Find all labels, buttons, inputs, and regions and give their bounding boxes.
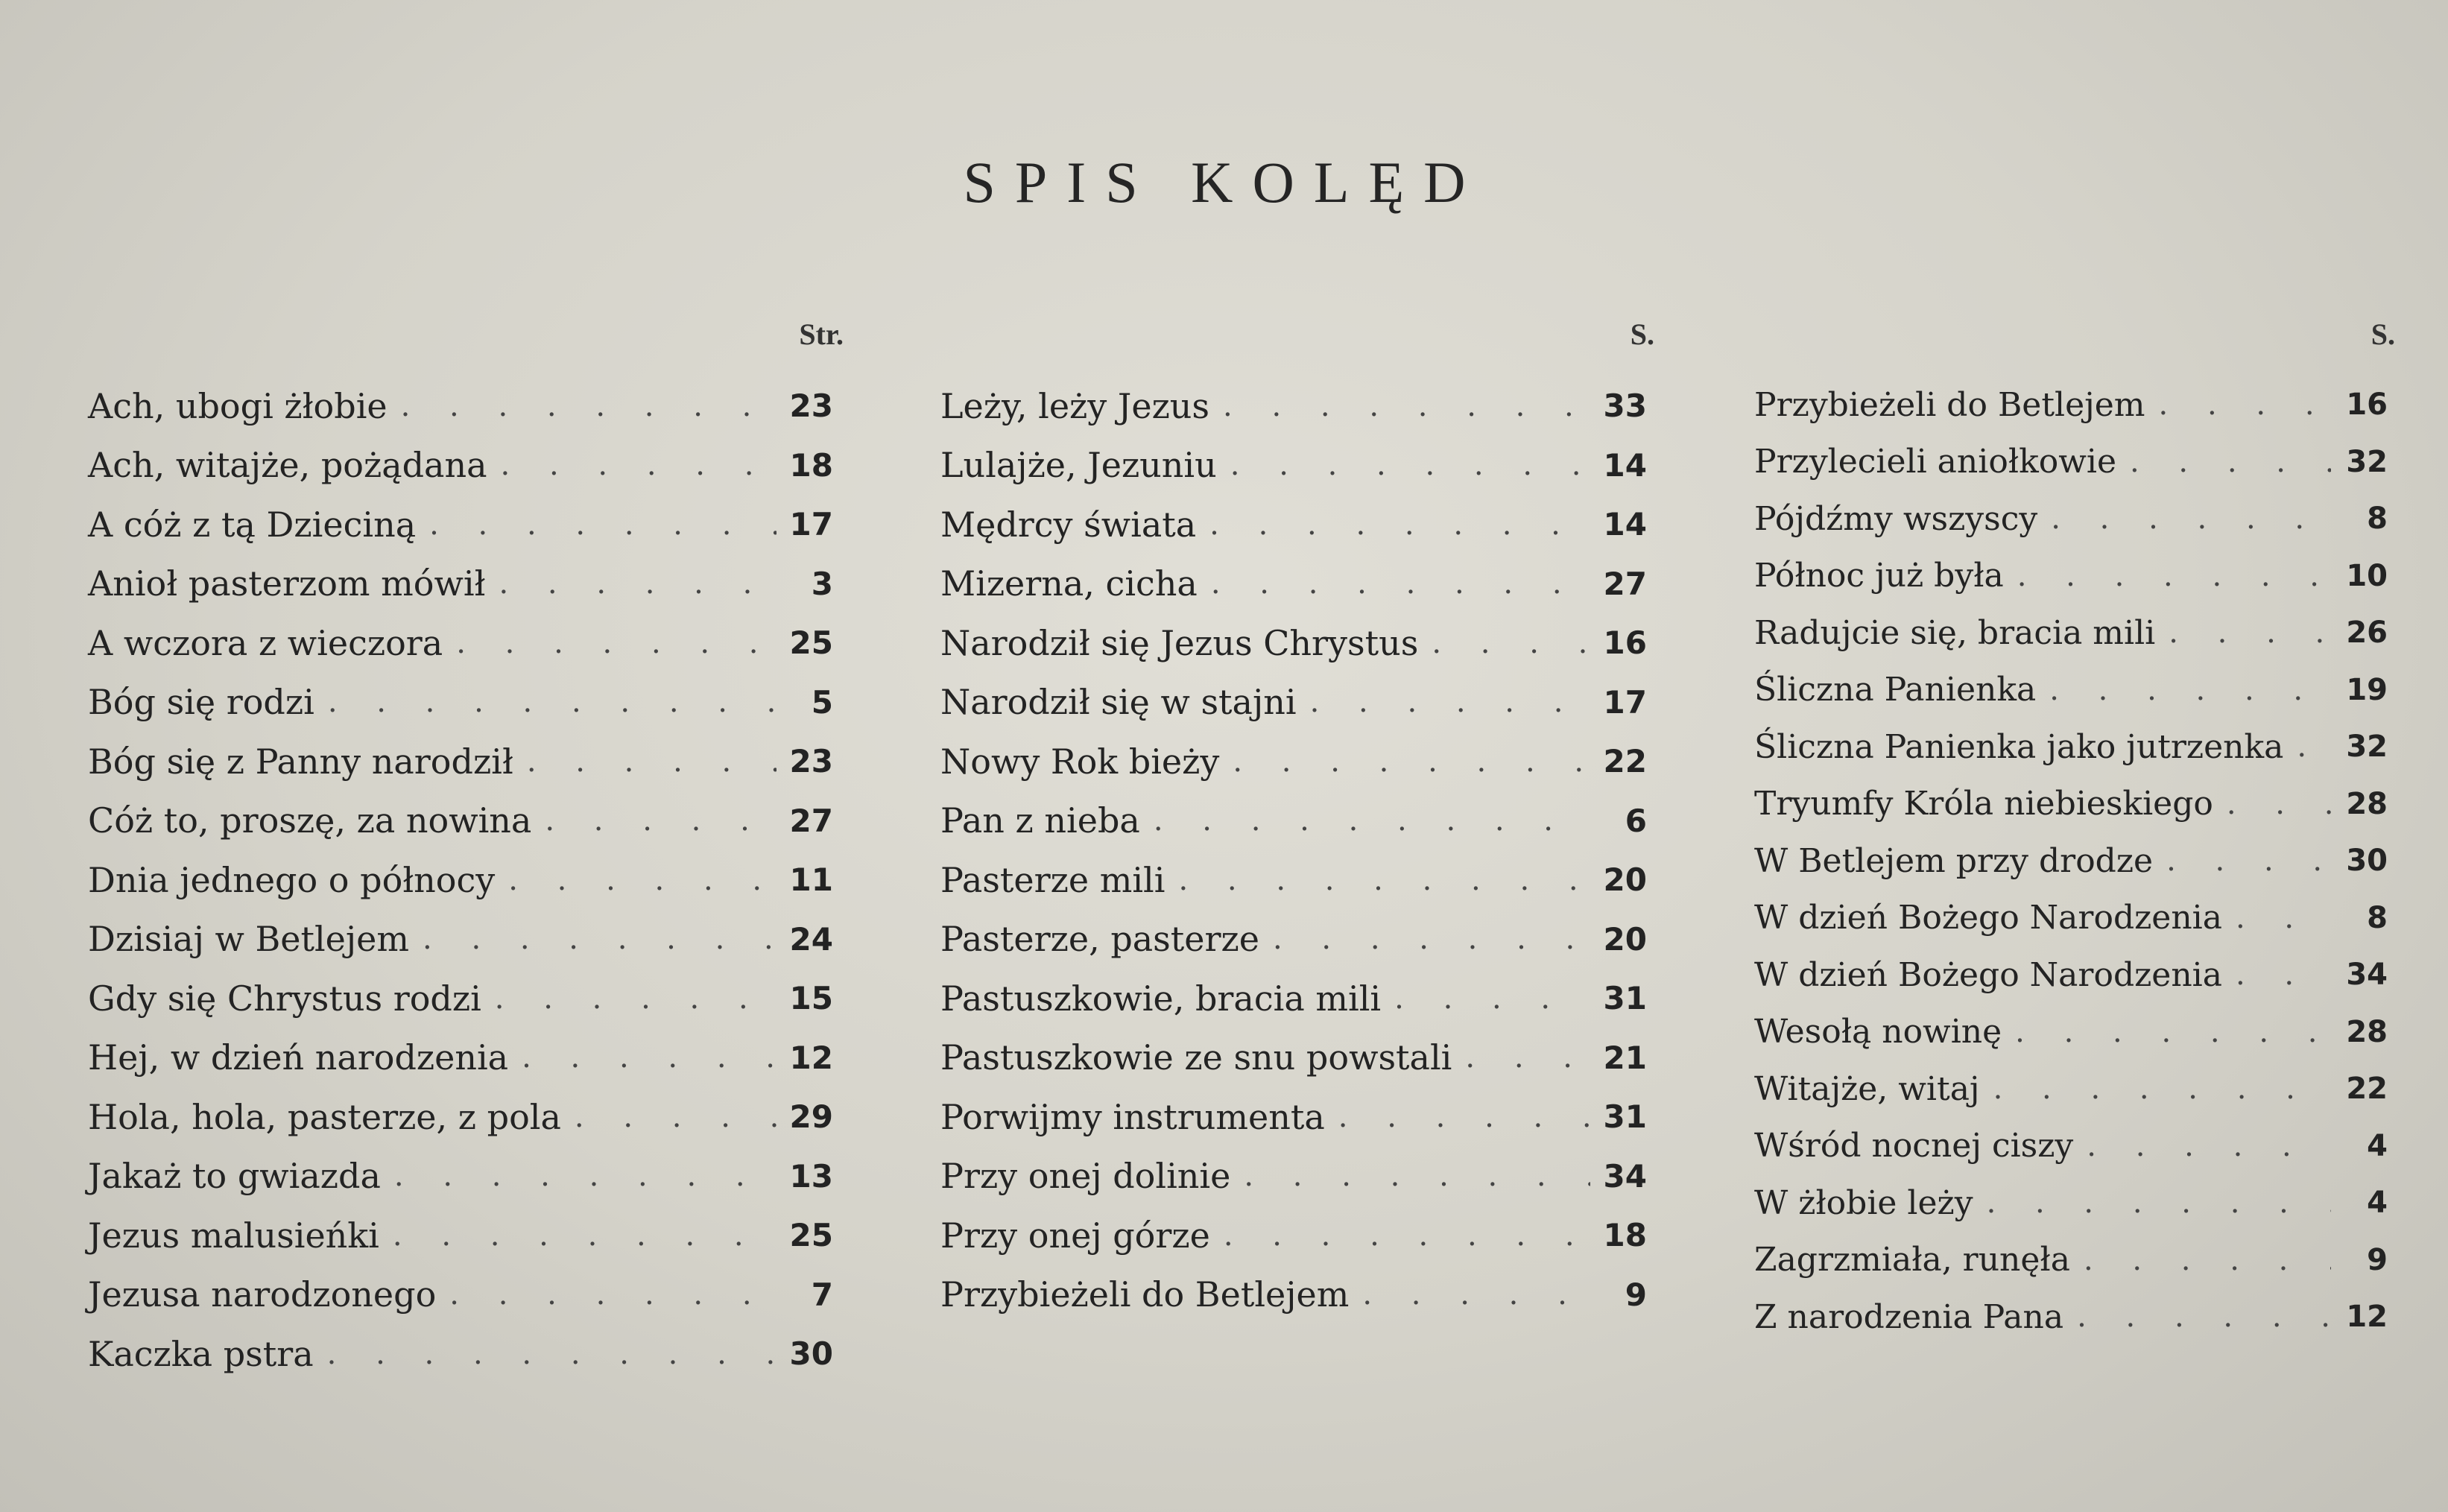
dot-leader (527, 744, 777, 779)
carol-title: Ach, witajże, pożądana (88, 445, 487, 486)
carol-entry (940, 969, 1647, 1028)
dot-leader (2015, 1015, 2331, 1049)
carol-title: Hola, hola, pasterze, z pola (88, 1096, 561, 1137)
dot-leader (327, 1337, 777, 1371)
carol-entry (1754, 662, 2388, 719)
dot-leader (1209, 507, 1590, 542)
carol-title: Pan z nieba (940, 800, 1140, 841)
carol-entry (88, 850, 833, 910)
carol-title: W żłobie leży (1754, 1183, 1973, 1222)
carol-entry (88, 910, 833, 969)
carol-title: Wśród nocnej ciszy (1754, 1127, 2074, 1165)
page-number: 34 (2346, 958, 2388, 993)
page-number: 14 (1603, 446, 1647, 484)
page-number: 20 (1603, 861, 1647, 899)
carol-entry (1754, 946, 2388, 1004)
carol-list (1754, 376, 2388, 1346)
page-number: 7 (811, 1276, 833, 1313)
dot-leader (2169, 616, 2331, 650)
carol-entry (88, 1265, 833, 1325)
carol-entry (1754, 1174, 2388, 1232)
page-column-header: Str. (799, 317, 844, 351)
carol-title: Pasterze, pasterze (940, 919, 1259, 960)
dot-leader (1211, 566, 1590, 601)
carol-title: Lulajże, Jezuniu (940, 445, 1217, 486)
carol-entry (88, 969, 833, 1028)
carol-entry (88, 436, 833, 496)
page-number: 27 (789, 802, 833, 839)
carol-title: Śliczna Panienka jako jutrzenka (1754, 727, 2284, 766)
dot-leader (545, 803, 777, 838)
dot-leader (1154, 803, 1590, 838)
dot-leader (1273, 922, 1590, 956)
dot-leader (2236, 958, 2331, 992)
page-number: 4 (2367, 1186, 2388, 1221)
carol-title: W dzień Bożego Narodzenia (1754, 955, 2222, 994)
carol-title: Przylecieli aniołkowie (1754, 443, 2116, 481)
carol-entry (1754, 1060, 2388, 1118)
carol-entry (940, 1028, 1647, 1088)
carol-title: Pójdźmy wszyscy (1754, 499, 2038, 538)
page-number: 18 (1603, 1217, 1647, 1254)
page-number: 29 (789, 1098, 833, 1136)
carol-entry (88, 495, 833, 554)
dot-leader (2051, 502, 2331, 536)
carol-entry (88, 1147, 833, 1206)
carol-title: Mędrcy świata (940, 504, 1197, 545)
page-number: 18 (789, 446, 833, 484)
page-number: 15 (789, 980, 833, 1017)
carol-title: Bóg się rodzi (88, 682, 314, 723)
carol-title: Dnia jednego o północy (88, 859, 496, 900)
carol-entry (88, 1324, 833, 1384)
dot-leader (1223, 389, 1590, 423)
page-number: 27 (1603, 565, 1647, 602)
carol-entry (940, 850, 1647, 910)
carol-title: Wesołą nowinę (1754, 1013, 2002, 1051)
page-number: 9 (2367, 1242, 2388, 1277)
carol-list (88, 376, 833, 1384)
carol-entry (88, 673, 833, 733)
carol-entry (1754, 1232, 2388, 1289)
carol-title: Anioł pasterzom mówił (88, 563, 486, 604)
dot-leader (1432, 626, 1590, 660)
carol-title: Północ już była (1754, 557, 2004, 595)
page-number: 8 (2367, 502, 2388, 537)
carol-title: Witajże, witaj (1754, 1069, 1980, 1108)
dot-leader (1362, 1277, 1590, 1312)
carol-entry (88, 554, 833, 614)
dot-leader (456, 626, 777, 660)
carol-title: Dzisiaj w Betlejem (88, 919, 410, 960)
page-number: 9 (1625, 1276, 1647, 1313)
dot-leader (2236, 901, 2331, 935)
page-number: 20 (1603, 920, 1647, 958)
carol-title: Tryumfy Króla niebieskiego (1754, 785, 2213, 823)
carol-title: Zagrzmiała, runęła (1754, 1241, 2070, 1279)
page-number: 11 (789, 861, 833, 899)
dot-leader (575, 1100, 777, 1134)
carol-entry (940, 791, 1647, 851)
dot-leader (1310, 685, 1590, 719)
carol-title: Pastuszkowie ze snu powstali (940, 1037, 1452, 1078)
dot-leader (2084, 1243, 2331, 1277)
page-number: 4 (2367, 1128, 2388, 1163)
carol-entry (940, 1147, 1647, 1206)
carol-entry (1754, 548, 2388, 605)
carol-entry (940, 732, 1647, 791)
dot-leader (1233, 744, 1590, 779)
dot-leader (1178, 863, 1590, 897)
carol-title: Przy onej górze (940, 1215, 1210, 1256)
dot-leader (423, 922, 777, 956)
carol-title: A cóż z tą Dzieciną (88, 504, 417, 545)
page-number: 19 (2346, 672, 2388, 707)
dot-leader (501, 448, 777, 482)
dot-leader (2297, 730, 2331, 764)
dot-leader (2130, 445, 2331, 479)
carol-entry (88, 376, 833, 436)
dot-leader (2049, 673, 2331, 707)
carol-list (940, 376, 1647, 1324)
carol-entry (1754, 832, 2388, 890)
carol-entry (940, 1265, 1647, 1325)
dot-leader (522, 1040, 777, 1075)
page-number: 25 (789, 624, 833, 662)
dot-leader (449, 1277, 777, 1312)
carol-title: Przybieżeli do Betlejem (940, 1274, 1350, 1315)
dot-leader (499, 566, 777, 601)
page-number: 21 (1603, 1039, 1647, 1076)
carol-entry (940, 436, 1647, 496)
carol-title: Leży, leży Jezus (940, 385, 1210, 426)
dot-leader (2087, 1129, 2331, 1163)
carol-title: Gdy się Chrystus rodzi (88, 978, 481, 1019)
carol-entry (940, 1206, 1647, 1265)
dot-leader (1465, 1040, 1590, 1075)
carol-title: Radujcie się, bracia mili (1754, 613, 2156, 652)
carol-entry (940, 613, 1647, 673)
carol-title: Nowy Rok bieży (940, 741, 1220, 782)
page-number: 3 (811, 565, 833, 602)
carol-entry (88, 732, 833, 791)
dot-leader (495, 981, 777, 1016)
dot-leader (1394, 981, 1590, 1016)
carol-title: Porwijmy instrumenta (940, 1096, 1325, 1137)
page-number: 8 (2367, 900, 2388, 935)
carol-entry (88, 1206, 833, 1265)
page-number: 23 (789, 388, 833, 425)
dot-leader (393, 1218, 777, 1253)
carol-entry (88, 791, 833, 851)
carol-title: Jezus malusieńki (88, 1215, 379, 1256)
carol-entry (1754, 1288, 2388, 1346)
carol-entry (940, 1087, 1647, 1147)
carol-title: Przy onej dolinie (940, 1156, 1231, 1197)
page-number: 26 (2346, 616, 2388, 651)
page-number: 25 (789, 1217, 833, 1254)
carol-title: Hej, w dzień narodzenia (88, 1037, 509, 1078)
page-number: 32 (2346, 444, 2388, 479)
page-number: 12 (2346, 1300, 2388, 1335)
dot-leader (2017, 559, 2331, 593)
dot-leader (2166, 844, 2331, 878)
carol-title: Z narodzenia Pana (1754, 1297, 2064, 1336)
carol-title: Narodził się Jezus Chrystus (940, 622, 1419, 663)
page-number: 28 (2346, 786, 2388, 821)
page-number: 32 (2346, 730, 2388, 765)
carol-entry (1754, 434, 2388, 491)
page-column-header: S. (1630, 317, 1654, 351)
carol-entry (940, 554, 1647, 614)
dot-leader (429, 507, 777, 542)
carol-title: W dzień Bożego Narodzenia (1754, 899, 2222, 937)
dot-leader (1338, 1100, 1590, 1134)
carol-entry (940, 910, 1647, 969)
carol-title: A wczora z wieczora (88, 622, 443, 663)
carol-title: Jakaż to gwiazda (88, 1156, 381, 1197)
carol-entry (940, 673, 1647, 733)
carol-title: Przybieżeli do Betlejem (1754, 385, 2145, 424)
carol-title: Śliczna Panienka (1754, 671, 2037, 709)
page-number: 17 (1603, 683, 1647, 721)
dot-leader (328, 685, 777, 719)
dot-leader (401, 389, 777, 423)
page-number: 30 (789, 1335, 833, 1373)
page-number: 10 (2346, 558, 2388, 593)
page-number: 16 (2346, 388, 2388, 423)
page-number: 22 (1603, 743, 1647, 780)
carol-title: Kaczka pstra (88, 1333, 314, 1374)
carol-entry (88, 1028, 833, 1088)
page-number: 13 (789, 1157, 833, 1195)
carol-title: Pasterze mili (940, 859, 1166, 900)
carol-title: W Betlejem przy drodze (1754, 841, 2154, 880)
page-number: 17 (789, 506, 833, 543)
page-number: 14 (1603, 506, 1647, 543)
carol-entry (1754, 604, 2388, 662)
dot-leader (1244, 1159, 1590, 1193)
carol-entry (940, 376, 1647, 436)
carol-entry (1754, 376, 2388, 434)
carol-title: Jezusa narodzonego (88, 1274, 437, 1315)
page-title: SPIS KOLĘD (963, 150, 1485, 215)
page-column-header: S. (2370, 317, 2395, 351)
carol-title: Bóg się z Panny narodził (88, 741, 513, 782)
carol-entry (940, 495, 1647, 554)
carol-title: Mizerna, cicha (940, 563, 1198, 604)
dot-leader (1987, 1186, 2331, 1220)
carol-title: Ach, ubogi żłobie (88, 385, 388, 426)
page-number: 31 (1603, 1098, 1647, 1136)
carol-entry (1754, 890, 2388, 947)
page-number: 30 (2346, 844, 2388, 879)
page-number: 5 (811, 683, 833, 721)
page-number: 34 (1603, 1157, 1647, 1195)
dot-leader (1993, 1072, 2331, 1106)
page-number: 16 (1603, 624, 1647, 662)
carol-entry (1754, 490, 2388, 548)
dot-leader (2077, 1300, 2331, 1334)
carol-entry (1754, 776, 2388, 833)
page-number: 24 (789, 920, 833, 958)
carol-title: Cóż to, proszę, za nowina (88, 800, 532, 841)
page-number: 12 (789, 1039, 833, 1076)
page-number: 23 (789, 743, 833, 780)
dot-leader (394, 1159, 777, 1193)
carol-entry (1754, 1118, 2388, 1175)
page-number: 6 (1625, 802, 1647, 839)
dot-leader (2227, 787, 2331, 821)
carol-title: Narodził się w stajni (940, 682, 1297, 723)
page-number: 33 (1603, 388, 1647, 425)
page-number: 28 (2346, 1014, 2388, 1049)
carol-entry (88, 613, 833, 673)
carol-entry (1754, 718, 2388, 776)
carol-title: Pastuszkowie, bracia mili (940, 978, 1382, 1019)
page-number: 22 (2346, 1072, 2388, 1107)
carol-entry (1754, 1004, 2388, 1061)
dot-leader (2159, 388, 2331, 422)
page-number: 31 (1603, 980, 1647, 1017)
carol-entry (88, 1087, 833, 1147)
dot-leader (1230, 448, 1590, 482)
dot-leader (1224, 1218, 1590, 1253)
dot-leader (508, 863, 777, 897)
